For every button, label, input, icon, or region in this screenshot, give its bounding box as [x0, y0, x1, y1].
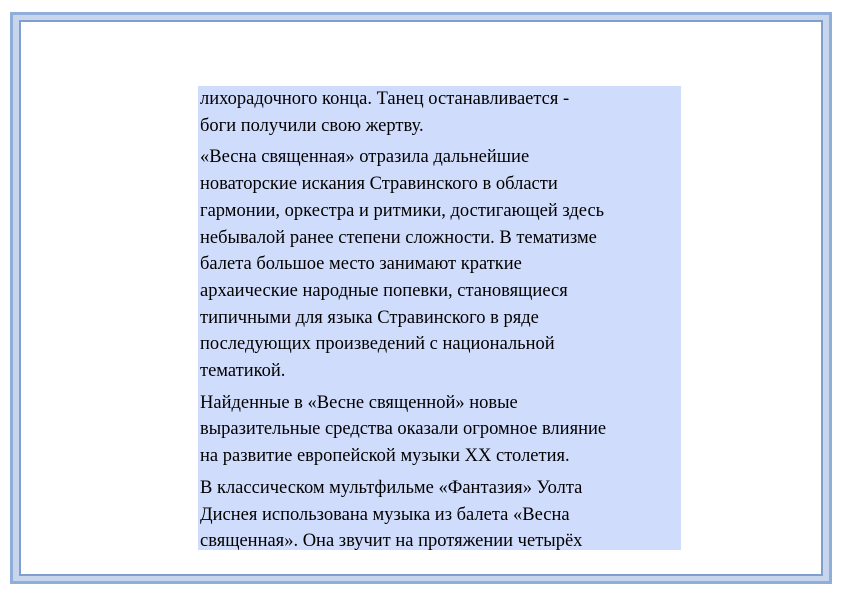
text-line: гармонии, оркестра и ритмики, достигающей здесь: [200, 200, 605, 221]
text-line: «Весна священная» отразила дальнейшие: [200, 147, 530, 168]
text-line: на развитие европейской музыки XX столетия.: [200, 446, 570, 467]
text-line: балета большое место занимают краткие: [200, 254, 522, 275]
paragraph-1: [200, 86, 677, 139]
text-block: [198, 86, 681, 550]
paragraph-2: [200, 144, 677, 384]
text-line: тематикой.: [200, 361, 286, 382]
text-line: священная». Она звучит на протяжении четырёх: [200, 531, 583, 550]
text-line: выразительные средства оказали огромное влияние: [200, 419, 607, 440]
text-line: Найденные в «Весне священной» новые: [200, 392, 518, 413]
text-line: типичными для языка Стравинского в ряде: [200, 307, 539, 328]
text-line: новаторские искания Стравинского в области: [200, 174, 558, 195]
paragraph-4: [200, 475, 677, 550]
text-line: боги получили свою жертву.: [200, 115, 424, 136]
text-line: В классическом мультфильме «Фантазия» Уолта: [200, 477, 583, 498]
text-line: архаические народные попевки, становящиеся: [200, 280, 568, 301]
paragraph-3: [200, 390, 677, 470]
text-line: Диснея использована музыка из балета «Весна: [200, 504, 570, 525]
text-line: последующих произведений с национальной: [200, 334, 555, 355]
text-line: лихорадочного конца. Танец останавливается -: [200, 89, 570, 109]
text-line: небывалой ранее степени сложности. В тематизме: [200, 227, 597, 248]
